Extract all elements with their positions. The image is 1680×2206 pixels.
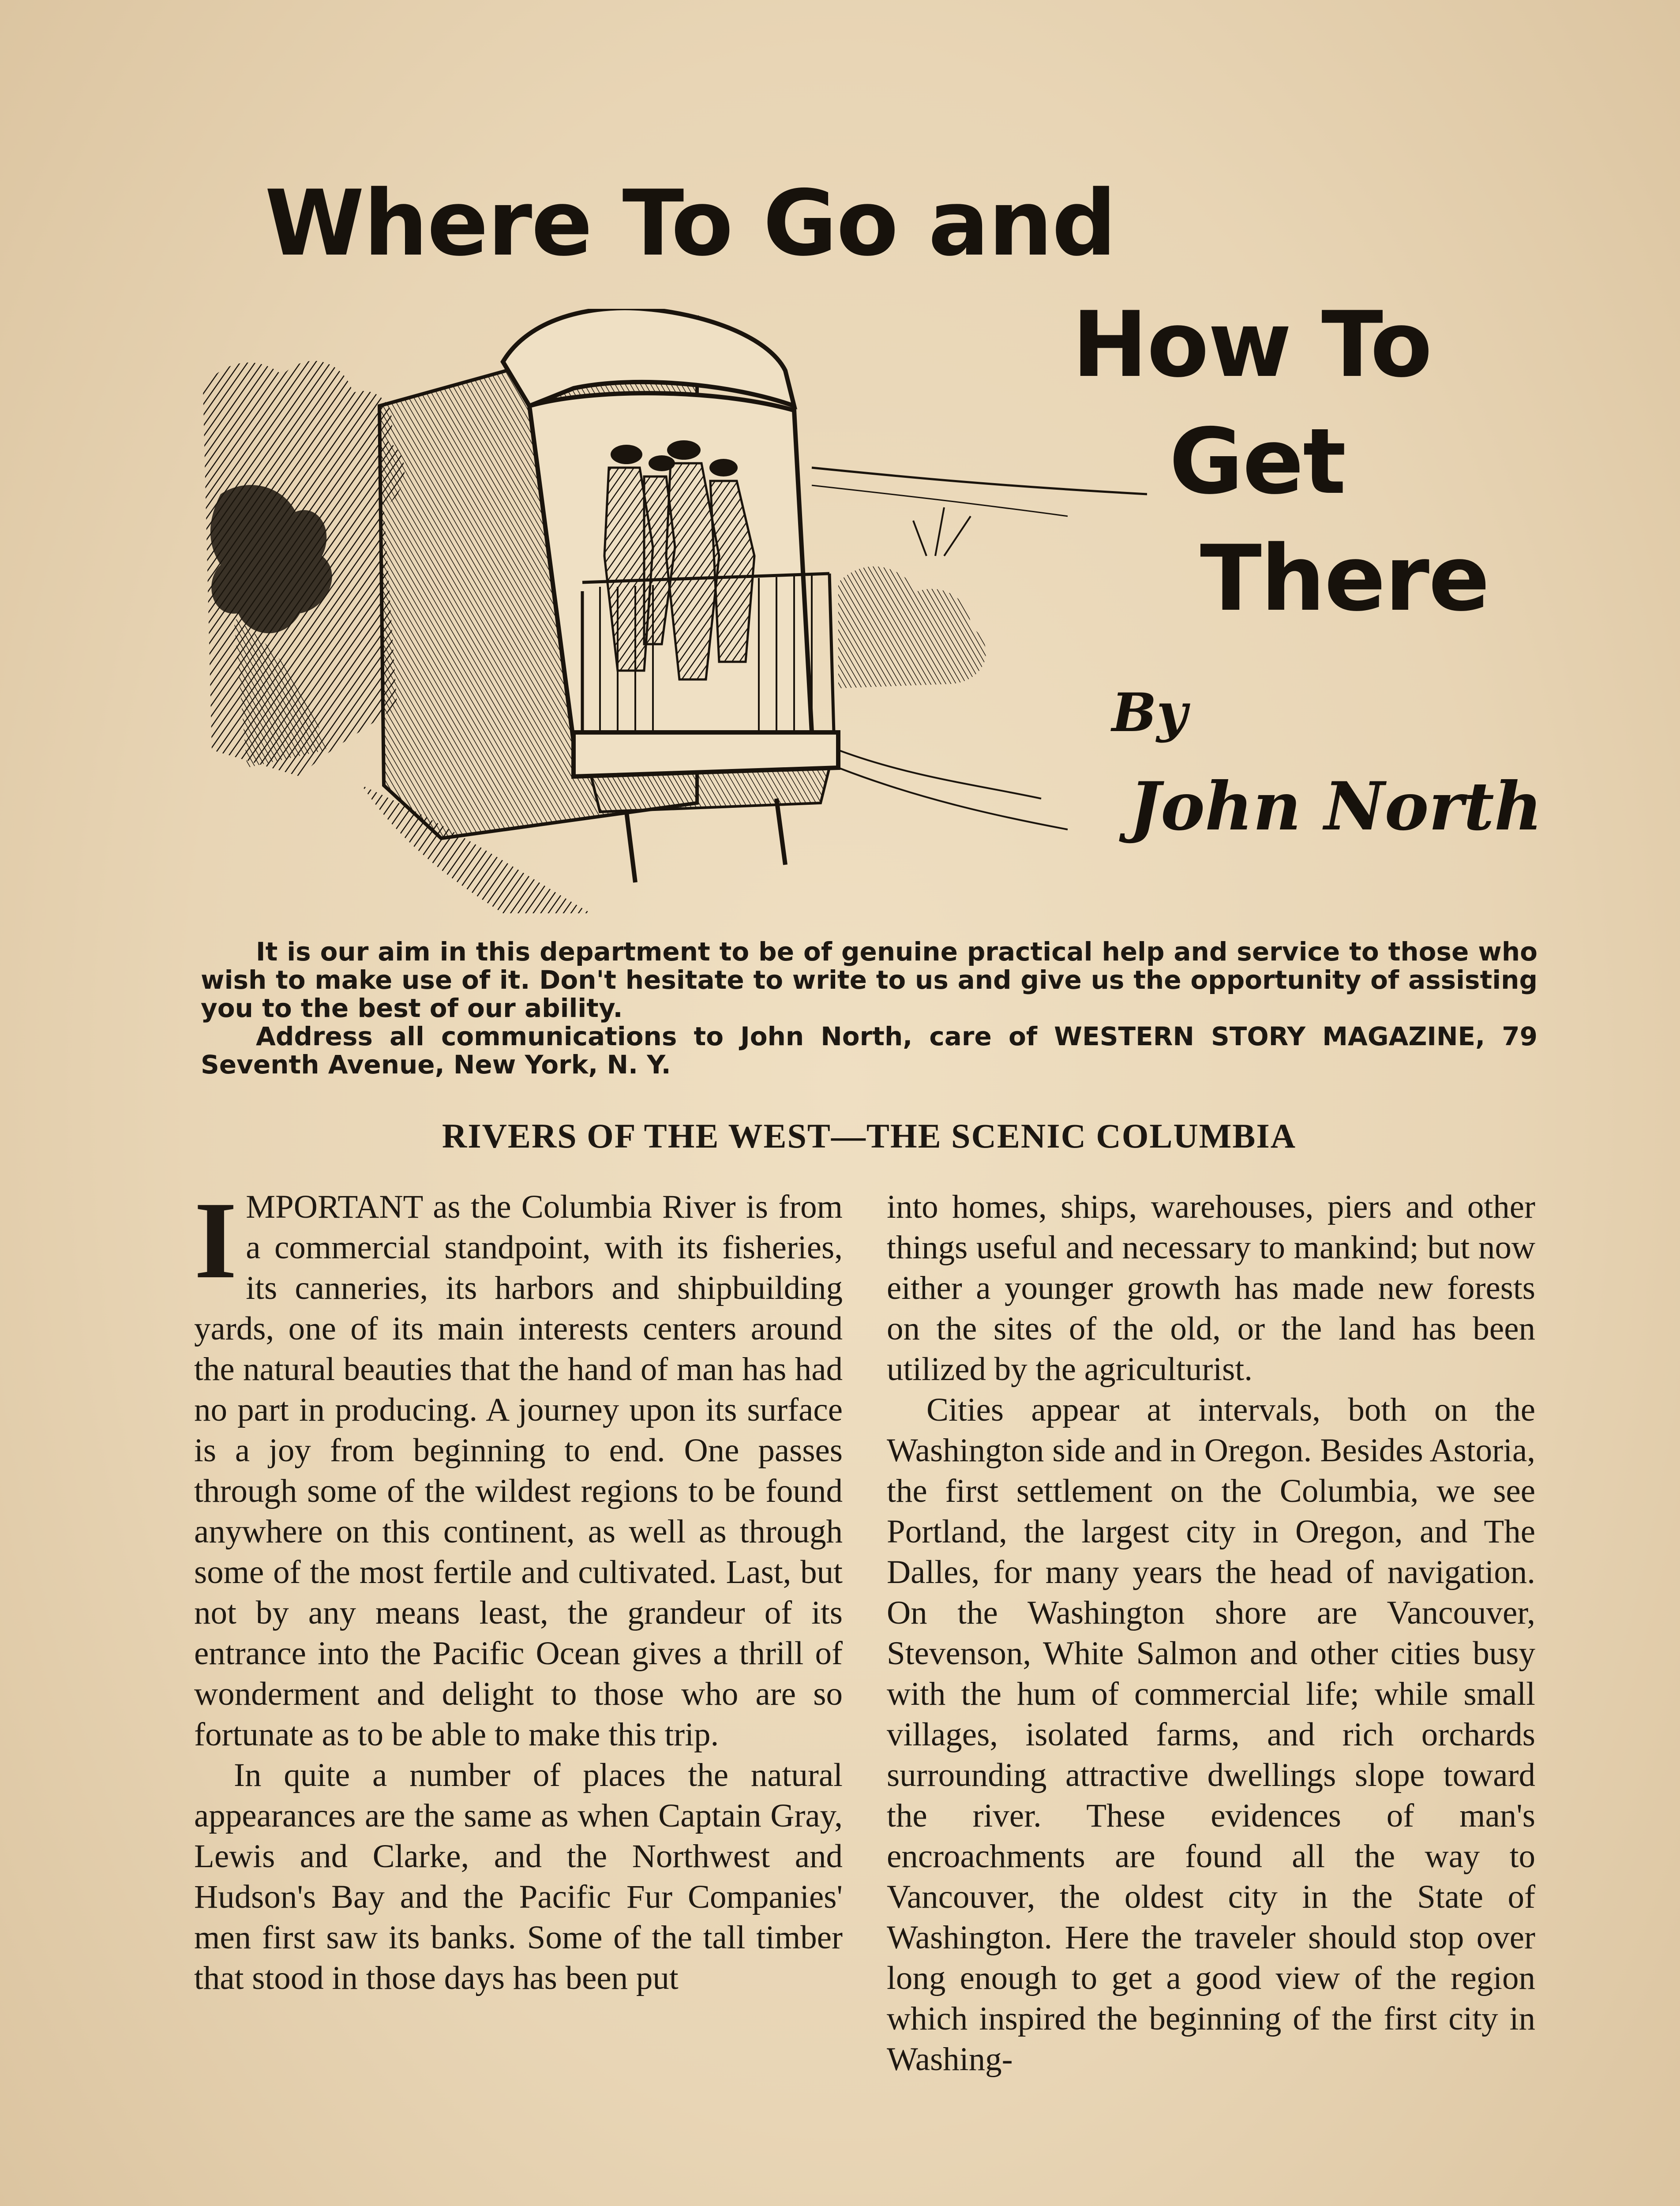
byline-prefix: By	[1112, 682, 1188, 744]
intro-address-paragraph: Address all communications to John North, care of WESTERN STORY MAGAZINE, 79 Seventh Avenue, New York, N. Y.	[201, 1021, 1538, 1080]
title-line-2: How To	[1072, 293, 1432, 398]
intro-paragraph: It is our aim in this department to be of genuine practical help and service to those who wish to make use of it. Don't hesitate to write to us and give us the opportunity of assisting you to the best of our ability.	[201, 937, 1538, 1023]
section-heading: RIVERS OF THE WEST—THE SCENIC COLUMBIA	[442, 1117, 1297, 1155]
article-paragraph: Cities appear at intervals, both on the Washington side and in Oregon. Besides Astoria, the first settlement on the Columbia, we see Portland, the largest city in Oregon, and The Dalles, for many years the head of navigation. On the Washington shore are Vancouver, Stevenson, White Salmon and other cities busy with the hum of commercial life; while small villages, isolated farms, and rich orchards surrounding attractive dwellings slope toward the river. These evidences of man's encroachments are found all the way to Vancouver, the oldest city in the State of Washington. Here the traveler should stop over long enough to get a good view of the region which inspired the beginning of the first city in Washing-	[887, 1392, 1535, 2078]
drop-cap: I	[194, 1179, 237, 1302]
article-paragraph: into homes, ships, warehouses, piers and other things useful and necessary to mankind; but now either a younger growth has made new forests on the sites of the old, or the land has been utilized by the agriculturist.	[887, 1189, 1535, 1388]
article-paragraph	[194, 1179, 843, 1755]
train-observation-car-illustration	[194, 309, 1147, 918]
article-column-left	[194, 1179, 843, 1999]
article-paragraph-text: MPORTANT as the Columbia River is from a commercial standpoint, with its fisheries, its canneries, its harbors and shipbuilding yards, one of its main interests centers around the natural beauties that the hand of man has had no part in producing. A journey upon its surface is a joy from beginning to end. One passes through some of the wildest regions to be found anywhere on this continent, as well as through some of the most fertile and cultivated. Last, but not by any means least, the grandeur of its entrance into the Pacific Ocean gives a thrill of wonderment and delight to those who are so fortunate as to be able to make this trip.	[194, 1189, 843, 1753]
department-intro	[201, 938, 1538, 1079]
title-line-3: Get	[1169, 409, 1346, 514]
article-column-right	[887, 1187, 1535, 2080]
article-paragraph: In quite a number of places the natural appearances are the same as when Captain Gray, Lewis and Clarke, and the Northwest and Hudson's Bay and the Pacific Fur Companies' men first saw its banks. Some of the tall timber that stood in those days has been put	[194, 1757, 843, 1996]
title-line-1: Where To Go and	[265, 171, 1116, 276]
title-line-4: There	[1200, 526, 1489, 631]
author-name: John North	[1129, 768, 1542, 845]
